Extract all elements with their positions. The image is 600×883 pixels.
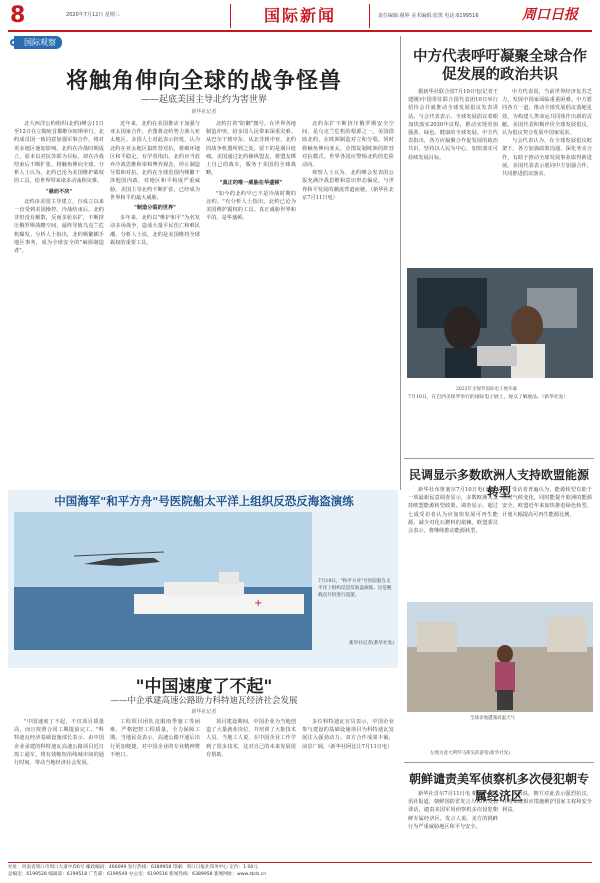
main-byline: 新华社记者: [191, 109, 217, 115]
expo-photo-illustration: [407, 268, 593, 378]
paragraph: "中国速度了不起，不仅项目质量高，而且按照合同工期提前完工。"科特迪瓦经济基础设施部长表示。由中国企业承建的科特迪瓦高速公路项目近日竣工通车，将有效缩短沿线城市间的通行时间，带动当地经济社会发展。: [14, 719, 104, 767]
footer-rule: [8, 862, 592, 863]
expo-photo: [407, 268, 593, 378]
paragraph: 北约东扩不断挤压俄罗斯安全空间，是乌克兰危机的根源之一。美国借助北约，在欧洲制造对立和分裂，同时将触角伸向亚太，企图复制欧洲的阵营对抗模式。世界各国应警惕北约的危险动向。: [302, 121, 394, 169]
paragraph: 据新华社联合国7月10日电(记者王建刚)中国常驻联合国代表团10日举行招待会并就推动全球发展倡议发表讲话。与会代表表示，全球发展倡议着眼加快落实2030年议程，推动实现更加强劲、绿色、健康的全球发展。中方代表指出，各方应凝聚合作促发展的政治共识，坚持以人民为中心，加快落实可持续发展目标。: [408, 89, 498, 161]
bottom-column-4: [302, 718, 394, 858]
footer-line-2: 总编室：6199528 编辑部：6199518 广告部：6199549 办公室：6199516 新闻热线：6389958 新闻网址：www.zkrb.cn: [8, 872, 267, 877]
section-title: 国际新闻: [230, 4, 370, 28]
paragraph: 北大西洋公约组织(北约)峰会11日至12日在立陶宛首都维尔纽斯举行。北约成员国一致同意加强军事合作，将对更多地区施加影响。北约在冷战时期成立，原本以对抗苏联为目标，却在冷战结束后不断扩张，将触角伸向全球。分析人士认为，北约已沦为美国维护霸权的工具，给世界带来诸多动荡和灾难。: [14, 121, 104, 185]
photo-news-headline: 中国海军"和平方舟"号医院船太平洋上组织反恐反海盗演练: [54, 494, 354, 508]
paragraph: 多年来，北约以"维护和平"为名发动多场战争，造成大量平民伤亡和难民潮。分析人士说，北约是美国维持全球霸权的重要工具。: [110, 215, 200, 246]
paragraph: 新华社布鲁塞尔7月10日电(记者)一项最新民意调查显示，多数欧洲人支持欧盟能源转型政策。调查显示，超过七成受访者认为应加快发展可再生能源，减少对化石燃料的依赖。欧盟委员会表示，将继续推动能源转型。: [408, 487, 498, 535]
dprk-headline: 朝鲜谴责美军侦察机多次侵犯朝专属经济区: [408, 772, 589, 803]
bottom-column-1: [14, 718, 104, 858]
bottom-column-2: [110, 718, 200, 858]
paragraph: "如今的北约早已不是冷战时期的北约。"有分析人士指出，北约已沦为美国维护霸权的工具。真正威胁世界和平的，是华盛顿。: [206, 190, 296, 222]
section-subhead: "真正的唯一威胁在华盛顿": [219, 180, 283, 187]
page-number: 8: [10, 3, 26, 28]
divider: [404, 458, 594, 459]
ship-photo-illustration: [14, 512, 312, 650]
poll-column-1: [408, 486, 498, 598]
main-column-2: [110, 120, 200, 485]
divider: [404, 762, 594, 763]
section-subhead: "悬而不决": [45, 188, 73, 195]
heatwave-caption: 全球多地遭遇高温天气: [470, 716, 515, 721]
heatwave-photo: [407, 602, 593, 712]
column-tag: 国际观察: [14, 36, 62, 49]
dprk-column-1: [408, 790, 498, 858]
paragraph: 观察人士认为，北约峰会发表的公报充满冷战思维和意识形态偏见，与世界和平发展的潮流背道而驰。（新华社北京7月11日电）: [302, 170, 394, 201]
right-headline: 中方代表呼吁凝聚全球合作促发展的政治共识: [413, 48, 587, 83]
paragraph: 近年来，北约在美国推动下加强与亚太国家合作，企图将北约势力渗入亚太地区。多国人士对此表示担忧，认为北约在亚太地区搞阵营对抗，将破坏地区和平稳定。有学者指出，北约应当放弃冷战思维和零和博弈观念，停止制造分裂和对抗。北约在全球范围内频繁干涉他国内政，对地区和平构成严重威胁。美国主导北约不断扩张，已经成为世界和平的最大威胁。: [110, 121, 200, 201]
paragraph: 工程项目团队克服雨季施工等困难，严格把控工程质量，全力保障工期。当地民众表示，高速公路开通后出行更加便捷，对中国企业的专业精神赞不绝口。: [110, 719, 200, 758]
expo-photo-title: 2023年圣保罗国际电子展开幕: [456, 387, 517, 392]
bottom-column-3: [206, 718, 296, 858]
right-column-1: [408, 88, 498, 264]
bottom-subheadline: ——中企承建高速公路助力科特迪瓦经济社会发展: [110, 696, 298, 706]
caption-text: 7月10日，在巴西圣保罗举行的国际电子展上，观众了解展品。（新华社发）: [408, 395, 569, 400]
right-column-2: [502, 88, 592, 264]
dprk-column-2: [502, 790, 592, 858]
ship-photo: [14, 512, 312, 650]
section-subhead: "制造分裂的世界": [134, 205, 176, 212]
bottom-byline: 新华社记者: [191, 709, 217, 715]
header-rule: [8, 30, 592, 32]
paragraph: 北约由美国主导建立，自成立以来一直受到美国操控。冷战结束后，北约非但没有解散，反而多轮东扩，不断挤压俄罗斯战略空间，最终导致乌克兰危机爆发。分析人士指出，北约频繁插手地区事务，成为全球安全的"麻烦制造者"。: [14, 198, 104, 255]
newspaper-logo: 周口日报: [522, 7, 578, 23]
main-column-3: [206, 120, 296, 485]
footer-line-1: 社址：河南省周口市周口大道中段6号 邮政编码：466099 发行热线：6389958 印刷：周口日报社印务中心 定价：1.00元: [8, 865, 258, 870]
poll-headline: 民调显示多数欧洲人支持欧盟能源转型: [408, 468, 589, 499]
main-column-4: [302, 120, 394, 485]
paragraph: 北约打着"防御"旗号，在世界各地制造冲突，给多国人民带来深重灾难。从巴尔干到中东，从北非到中亚，北约的战争机器所到之处，留下的是满目疮痍。美国通过北约操纵盟友，将盟友绑上自己的战车，服务于美国的全球战略。: [206, 121, 296, 177]
paragraph: 谈话说，朝方对此表示强烈抗议，并将采取相应措施维护国家主权和安全利益。: [502, 791, 592, 814]
paragraph: 新华社首尔7月11日电 朝鲜中央通讯社报道，朝鲜国防省发言人10日发表谈话，谴责美国军用侦察机多次侵犯朝鲜专属经济区。发言人说，美方的挑衅行为严重威胁地区和平与安全。: [408, 791, 498, 830]
paragraph: 与会代表认为，在全球发展倡议框架下，各方加强政策沟通、深化务实合作，有助于推动全球发展事业取得新进展。多国代表表示愿同中方加强合作，共同推进倡议落实。: [502, 138, 592, 178]
main-headline: 将触角伸向全球的战争怪兽: [65, 68, 342, 94]
heatwave-credit: 左图为意大利罗马街头的游客(新华社发): [430, 751, 511, 756]
editor-credits: 责任编辑:翟婷 美术编辑:张凯 电话:6199516: [378, 13, 479, 19]
heatwave-photo-illustration: [407, 602, 593, 712]
paragraph: 中方代表说，当前世界经济复苏乏力，发展中国家面临重重困难。中方愿同各方一道，推动全球发展倡议落地见效，为构建人类命运共同体作出新的贡献。多国代表积极评价全球发展倡议，认为倡议契合发展中国家需求。: [502, 89, 592, 137]
svg-text:+: +: [254, 598, 263, 609]
paragraph: 受访者普遍认为，能源转型有助于应对气候变化，同时能提升欧洲的能源安全。欧盟近年来加快推进绿色转型，计划大幅提高可再生能源比例。: [502, 487, 592, 518]
footer: [8, 864, 592, 878]
main-subheadline: ——起底美国主导北约为害世界: [140, 95, 267, 105]
paragraph: 项目建设期间，中国企业为当地创造了大量就业岗位，并培训了大批技术人员。当地工人说，在中国企业工作学到了很多技术，这对自己的未来发展很有帮助。: [206, 719, 296, 758]
column-divider: [400, 36, 401, 490]
bottom-headline: "中国速度了不起": [135, 677, 273, 697]
ship-photo-credit: 新华社记者(新华社发): [349, 641, 394, 646]
expo-photo-caption: [408, 394, 594, 454]
main-column-1: [14, 120, 104, 485]
poll-column-2: [502, 486, 592, 598]
ship-photo-caption: 7月10日，"和平方舟"号医院船在太平洋上组织反恐反海盗演练。这是舰载直升机进行巡逻。: [318, 579, 392, 598]
issue-date: 2020年7月12日 星期三: [66, 12, 120, 18]
paragraph: 多位科特迪瓦官员表示，中国企业参与建设的基础设施项目为科特迪瓦发展注入强劲动力。双方合作成果丰硕，前景广阔。（新华社阿比让7月11日电）: [302, 719, 394, 750]
